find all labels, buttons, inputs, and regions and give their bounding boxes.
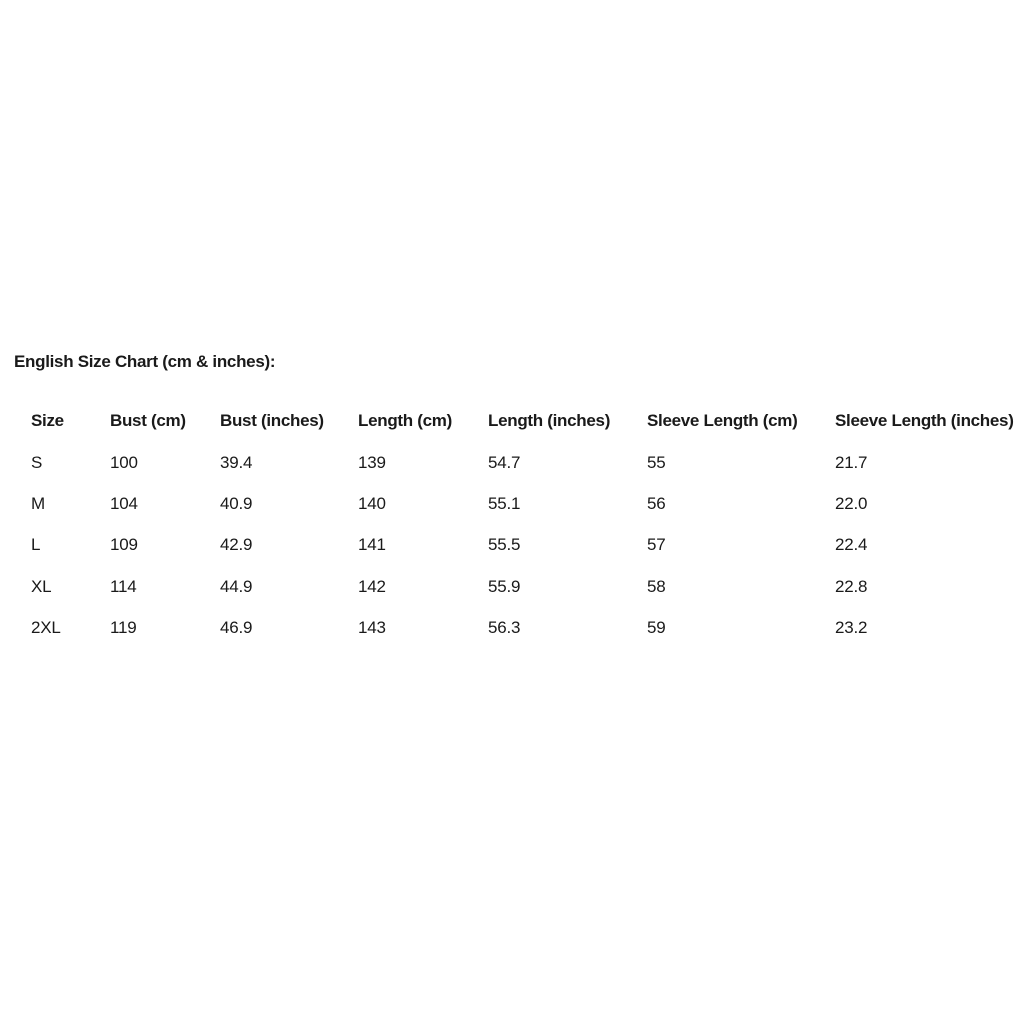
table-cell: 59: [647, 618, 666, 638]
table-cell: 100: [110, 452, 138, 472]
table-cell: 58: [647, 576, 666, 596]
table-cell: 56: [647, 494, 666, 514]
table-cell: L: [31, 535, 41, 555]
column-header-length-cm: Length (cm): [358, 411, 452, 430]
column-header-bust-cm: Bust (cm): [110, 411, 186, 430]
table-cell: 22.0: [835, 494, 868, 514]
table-cell: 114: [110, 576, 137, 596]
table-row: [17, 483, 1021, 524]
table-cell: 40.9: [220, 494, 253, 514]
table-row: [17, 525, 1021, 566]
column-header-size: Size: [31, 411, 64, 430]
table-cell: 42.9: [220, 535, 253, 555]
table-cell: 119: [110, 618, 137, 638]
table-cell: 140: [358, 494, 386, 514]
table-cell: 2XL: [31, 618, 61, 638]
table-cell: 54.7: [488, 452, 521, 472]
table-header-row: [17, 400, 1021, 442]
table-cell: 57: [647, 535, 666, 555]
table-cell: 21.7: [835, 452, 868, 472]
table-cell: 55.1: [488, 494, 521, 514]
table-cell: 143: [358, 618, 386, 638]
column-header-sleeve-length-cm: Sleeve Length (cm): [647, 411, 798, 430]
table-cell: 39.4: [220, 452, 253, 472]
table-cell: 46.9: [220, 618, 253, 638]
table-cell: M: [31, 494, 45, 514]
table-cell: 109: [110, 535, 138, 555]
table-cell: 139: [358, 452, 386, 472]
table-cell: 104: [110, 494, 138, 514]
table-cell: 55: [647, 452, 666, 472]
table-cell: 22.8: [835, 576, 868, 596]
table-row: [17, 566, 1021, 607]
table-cell: 142: [358, 576, 386, 596]
table-cell: 141: [358, 535, 386, 555]
table-cell: XL: [31, 576, 52, 596]
table-cell: 56.3: [488, 618, 521, 638]
column-header-sleeve-length-inches: Sleeve Length (inches): [835, 411, 1014, 430]
size-chart-table: [17, 400, 1021, 649]
table-row: [17, 442, 1021, 483]
size-chart-heading: English Size Chart (cm & inches):: [14, 352, 276, 371]
column-header-bust-inches: Bust (inches): [220, 411, 324, 430]
table-cell: 44.9: [220, 576, 253, 596]
table-cell: S: [31, 452, 43, 472]
table-cell: 55.5: [488, 535, 521, 555]
table-row: [17, 608, 1021, 649]
table-cell: 55.9: [488, 576, 521, 596]
table-cell: 23.2: [835, 618, 868, 638]
table-cell: 22.4: [835, 535, 868, 555]
column-header-length-inches: Length (inches): [488, 411, 611, 430]
